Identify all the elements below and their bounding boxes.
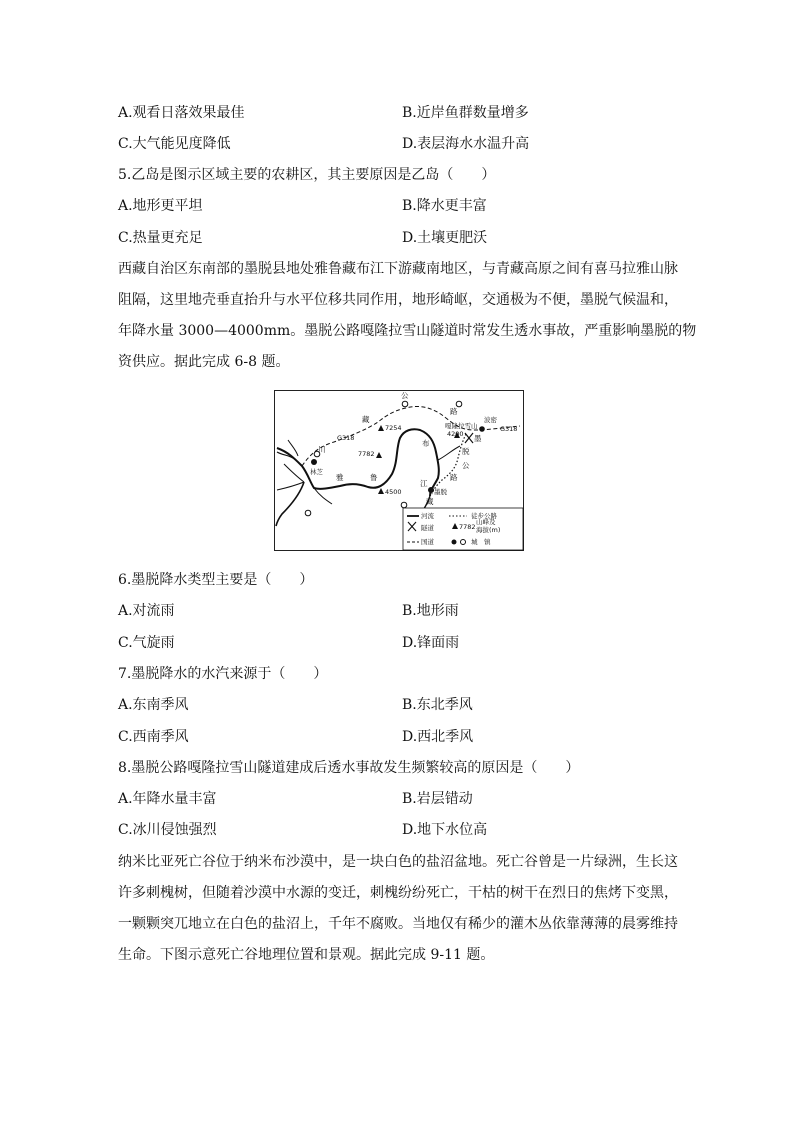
- q6-option-b: B.地形雨: [402, 603, 459, 619]
- legend-peak-value: 7782: [459, 523, 476, 531]
- map-label-jiang: 江: [420, 479, 428, 488]
- map-label-chuan: 川: [318, 445, 326, 454]
- map-label-gong: 公: [401, 391, 409, 400]
- q5-option-c: C.热量更充足: [118, 230, 203, 246]
- map-label-motuo: 墨脱: [434, 488, 447, 496]
- q7-option-a: A.东南季风: [118, 697, 189, 713]
- q6-option-a: A.对流雨: [118, 603, 175, 619]
- q5-option-d: D.土壤更肥沃: [402, 230, 488, 246]
- legend-peak-label-1: 山峰及: [476, 518, 496, 526]
- town-marker: [401, 502, 407, 508]
- map-label-peak-4500: 4500: [385, 488, 402, 496]
- q6-option-c: C.气旋雨: [118, 635, 175, 651]
- map-label-tunnel: 嘎隆拉雪山: [445, 422, 478, 430]
- map-legend: [403, 508, 523, 550]
- passage1-line-3: 年降水量 3000—4000mm。墨脱公路嘎隆拉雪山隧道时常发生透水事故，严重影响墨脱的物: [118, 323, 697, 339]
- map-label-lu2: 路: [450, 473, 458, 482]
- map-label-g318-right: G318: [500, 425, 518, 433]
- q6-stem: 6.墨脱降水类型主要是（ ）: [118, 572, 314, 588]
- map-label-peak-7782: 7782: [358, 450, 375, 458]
- q8-option-d: D.地下水位高: [402, 822, 488, 838]
- q5-stem: 5.乙岛是图示区域主要的农耕区，其主要原因是乙岛（ ）: [118, 167, 496, 183]
- q8-option-b: B.岩层错动: [402, 791, 473, 807]
- passage1-line-4: 资供应。据此完成 6-8 题。: [118, 354, 290, 370]
- map-label-lu-river: 鲁: [370, 473, 378, 482]
- map-label-bu: 布: [422, 439, 430, 448]
- map-label-lu-top: 路: [450, 407, 458, 416]
- map-label-tunnel-elev: 4200: [447, 430, 464, 438]
- passage2-line-3: 一颗颗突兀地立在白色的盐沼上，千年不腐败。当地仅有稀少的灌木丛依靠薄薄的晨雾维持: [118, 916, 678, 932]
- legend-river-label: 河流: [421, 512, 434, 520]
- town-marker: [456, 401, 462, 407]
- q6-option-d: D.锋面雨: [402, 635, 460, 651]
- q4-option-c: C.大气能见度降低: [118, 136, 231, 152]
- q8-option-c: C.冰川侵蚀强烈: [118, 822, 217, 838]
- map-label-peak-7254: 7254: [385, 424, 402, 432]
- bomi-town-marker: [479, 426, 485, 432]
- q7-option-b: B.东北季风: [402, 697, 473, 713]
- passage1-line-1: 西藏自治区东南部的墨脱县地处雅鲁藏布江下游藏南地区，与青藏高原之间有喜马拉雅山脉: [118, 261, 678, 277]
- map-label-bomi: 波密: [484, 416, 497, 424]
- linzhi-town-marker: [311, 459, 317, 465]
- motuo-map: [274, 390, 524, 551]
- passage2-line-2: 许多刺槐树，但随着沙漠中水源的变迁，刺槐纷纷死亡，干枯的树干在烈日的焦烤下变黑，: [118, 885, 678, 901]
- town-marker: [305, 510, 311, 516]
- q4-option-d: D.表层海水水温升高: [402, 136, 530, 152]
- legend-town-open-icon: [461, 540, 466, 545]
- legend-town-label: 城 镇: [471, 538, 491, 546]
- q8-option-a: A.年降水量丰富: [118, 791, 217, 807]
- q8-stem: 8.墨脱公路嘎隆拉雪山隧道建成后透水事故发生频繁较高的原因是（ ）: [118, 760, 580, 776]
- q7-option-c: C.西南季风: [118, 729, 189, 745]
- map-label-tuo: 脱: [462, 447, 470, 456]
- map-label-g318-left: G318: [337, 434, 355, 442]
- q5-option-a: A.地形更平坦: [118, 198, 203, 214]
- legend-road-label: 国道: [421, 538, 434, 546]
- legend-town-filled-icon: [452, 540, 457, 545]
- map-label-gong2: 公: [462, 461, 470, 470]
- q4-option-b: B.近岸鱼群数量增多: [402, 105, 529, 121]
- map-label-mo: 墨: [474, 434, 482, 443]
- q7-stem: 7.墨脱降水的水汽来源于（ ）: [118, 666, 328, 682]
- passage2-line-4: 生命。下图示意死亡谷地理位置和景观。据此完成 9-11 题。: [118, 947, 495, 963]
- legend-trail-label: 徒步公路: [471, 512, 497, 520]
- q4-option-a: A.观看日落效果最佳: [118, 105, 245, 121]
- q5-option-b: B.降水更丰富: [402, 198, 487, 214]
- map-label-ya: 雅: [336, 473, 344, 482]
- map-label-zang2: 藏: [426, 497, 434, 506]
- map-label-zang: 藏: [362, 415, 370, 424]
- passage2-line-1: 纳米比亚死亡谷位于纳米布沙漠中，是一块白色的盐沼盆地。死亡谷曾是一片绿洲，生长这: [118, 854, 678, 870]
- passage1-line-2: 阻隔，这里地壳垂直抬升与水平位移共同作用，地形崎岖，交通极为不便，墨脱气候温和，: [118, 292, 678, 308]
- map-label-linzhi: 林芝: [310, 468, 323, 476]
- legend-tunnel-label: 隧道: [421, 524, 434, 532]
- legend-peak-label-2: 海拔(m): [476, 526, 501, 534]
- town-marker: [402, 401, 408, 407]
- q7-option-d: D.西北季风: [402, 729, 474, 745]
- motuo-map-svg: [274, 390, 524, 551]
